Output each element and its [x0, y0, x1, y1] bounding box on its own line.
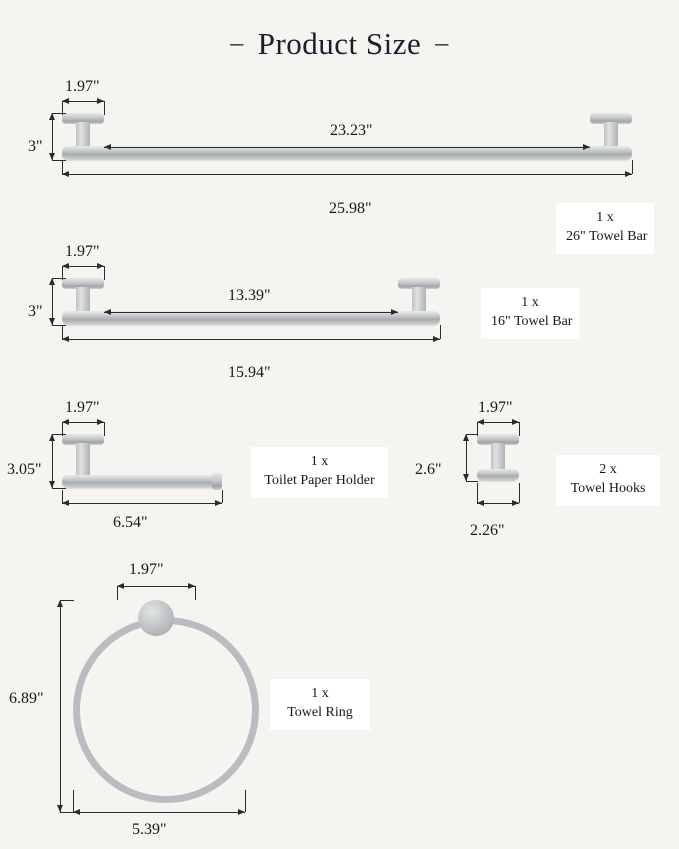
- bar16-inner-length-arrow-right: [391, 309, 398, 315]
- bar26-post-width-arrow-right: [97, 98, 104, 104]
- tph-height-arrow-up: [49, 434, 55, 441]
- hook-height-ext-top: [466, 434, 478, 435]
- label-towel-bar-26-qty: 1 x: [596, 210, 614, 225]
- hook-post-width-text: 1.97": [478, 399, 513, 416]
- bar26-rod: [62, 146, 632, 160]
- ring-width-ext-left: [73, 790, 74, 812]
- tph-length-ext-left: [62, 490, 63, 503]
- bar26-post-width-ext-right: [104, 101, 105, 115]
- bar26-total-length-arrow-left: [62, 171, 69, 177]
- tph-height-text: 3.05": [7, 461, 42, 478]
- bar16-height-ext-top: [52, 278, 66, 279]
- bar16-total-length-text: 15.94": [228, 364, 271, 381]
- tph-rod: [62, 475, 220, 488]
- bar16-post-width-arrow-left: [62, 263, 69, 269]
- hook-base: [477, 469, 519, 481]
- hook-post-width-ext-right: [519, 422, 520, 436]
- bar16-total-ext-left: [62, 325, 63, 339]
- bar16-inner-length-arrow-left: [104, 309, 111, 315]
- ring-height-ext-top: [60, 600, 74, 601]
- title-dash-left: –: [230, 28, 244, 57]
- ring-width-arrow-left: [73, 809, 80, 815]
- bar26-right-post: [604, 122, 618, 148]
- bar16-post-width-ext-right: [104, 266, 105, 280]
- bar16-total-length-arrow-left: [62, 336, 69, 342]
- tph-post: [76, 443, 90, 477]
- tph-height-line: [52, 434, 53, 488]
- bar16-inner-length-line: [104, 312, 398, 313]
- ring-width-text: 5.39": [132, 821, 167, 838]
- tph-length-arrow-left: [62, 500, 69, 506]
- label-towel-ring: [270, 679, 370, 730]
- ring-mount-width-arrow-right: [188, 583, 195, 589]
- hook-post-width-arrow-left: [477, 419, 484, 425]
- tph-post-width-ext-right: [104, 422, 105, 436]
- ring-mount-width-arrow-left: [117, 583, 124, 589]
- bar26-post-width-text: 1.97": [65, 78, 100, 95]
- ring-mount-width-ext-left: [117, 586, 118, 600]
- hook-height-arrow-up: [463, 434, 469, 441]
- tph-length-line: [62, 503, 222, 504]
- hook-height-ext-bottom: [466, 481, 478, 482]
- title-dash-right: –: [435, 28, 449, 57]
- ring-loop: [73, 617, 259, 803]
- tph-post-width-text: 1.97": [65, 399, 100, 416]
- ring-mount-knob: [138, 600, 174, 636]
- label-towel-hooks-qty: 2 x: [599, 462, 617, 477]
- label-toilet-paper-holder-name: Toilet Paper Holder: [264, 472, 375, 488]
- label-towel-ring-qty: 1 x: [311, 686, 329, 701]
- label-towel-bar-26: [556, 203, 654, 254]
- hook-depth-ext-left: [477, 483, 478, 503]
- label-toilet-paper-holder-qty: 1 x: [310, 454, 329, 469]
- bar26-height-arrow-down: [49, 153, 55, 160]
- tph-height-ext-top: [52, 434, 66, 435]
- ring-width-line: [73, 812, 245, 813]
- bar26-total-ext-right: [632, 160, 633, 174]
- label-towel-ring-name: Towel Ring: [287, 704, 353, 720]
- ring-width-ext-right: [245, 790, 246, 812]
- bar26-height-arrow-up: [49, 113, 55, 120]
- ring-height-ext-bottom: [60, 812, 74, 813]
- ring-mount-width-ext-right: [195, 586, 196, 600]
- tph-post-width-arrow-left: [62, 419, 69, 425]
- bar26-inner-length-text: 23.23": [330, 122, 373, 139]
- bar16-height-arrow-down: [49, 318, 55, 325]
- hook-depth-arrow-right: [512, 500, 519, 506]
- label-toilet-paper-holder: [251, 447, 388, 498]
- bar26-height-ext-bottom: [52, 160, 66, 161]
- hook-height-text: 2.6": [415, 461, 442, 478]
- ring-mount-width-text: 1.97": [129, 561, 164, 578]
- bar26-inner-length-line: [104, 147, 590, 148]
- ring-height-text: 6.89": [9, 690, 44, 707]
- bar26-total-length-line: [62, 174, 632, 175]
- label-towel-bar-16: [481, 288, 579, 339]
- label-towel-bar-16-name: 16" Towel Bar: [491, 313, 573, 329]
- bar16-post-width-arrow-right: [97, 263, 104, 269]
- title-text: Product Size: [257, 26, 422, 61]
- ring-width-arrow-right: [238, 809, 245, 815]
- tph-length-arrow-right: [215, 500, 222, 506]
- page-title: [0, 26, 679, 62]
- ring-height-arrow-up: [57, 600, 63, 607]
- bar16-left-post: [76, 287, 90, 313]
- tph-height-ext-bottom: [52, 488, 66, 489]
- label-towel-bar-26-name: 26" Towel Bar: [566, 228, 648, 244]
- hook-depth-arrow-left: [477, 500, 484, 506]
- bar16-inner-length-text: 13.39": [228, 287, 271, 304]
- bar26-total-length-arrow-right: [625, 171, 632, 177]
- hook-post-width-arrow-right: [512, 419, 519, 425]
- bar26-height-text: 3": [28, 138, 43, 155]
- bar16-rod: [62, 311, 440, 325]
- tph-post-width-arrow-right: [97, 419, 104, 425]
- label-towel-hooks-name: Towel Hooks: [570, 480, 646, 496]
- label-towel-bar-16-qty: 1 x: [521, 295, 539, 310]
- ring-mount-width-line: [117, 586, 195, 587]
- bar26-post-width-arrow-left: [62, 98, 69, 104]
- bar26-height-ext-top: [52, 113, 66, 114]
- bar26-inner-length-arrow-left: [104, 144, 111, 150]
- tph-length-text: 6.54": [113, 514, 148, 531]
- tph-end-cap: [212, 473, 222, 490]
- hook-depth-text: 2.26": [470, 522, 505, 539]
- bar26-inner-length-arrow-right: [583, 144, 590, 150]
- hook-height-arrow-down: [463, 474, 469, 481]
- ring-height-line: [60, 600, 61, 812]
- bar16-total-ext-right: [440, 325, 441, 339]
- tph-height-arrow-down: [49, 481, 55, 488]
- bar26-total-length-text: 25.98": [329, 200, 372, 217]
- bar16-total-length-line: [62, 339, 440, 340]
- bar16-total-length-arrow-right: [433, 336, 440, 342]
- bar26-total-ext-left: [62, 160, 63, 174]
- bar26-left-post: [76, 122, 90, 148]
- hook-post: [491, 443, 505, 471]
- bar16-right-post: [412, 287, 426, 313]
- bar16-height-arrow-up: [49, 278, 55, 285]
- tph-length-ext-right: [222, 490, 223, 503]
- ring-height-arrow-down: [57, 805, 63, 812]
- bar16-post-width-text: 1.97": [65, 243, 100, 260]
- label-towel-hooks: [556, 455, 660, 506]
- bar16-height-text: 3": [28, 303, 43, 320]
- bar16-height-ext-bottom: [52, 325, 66, 326]
- hook-depth-ext-right: [519, 483, 520, 503]
